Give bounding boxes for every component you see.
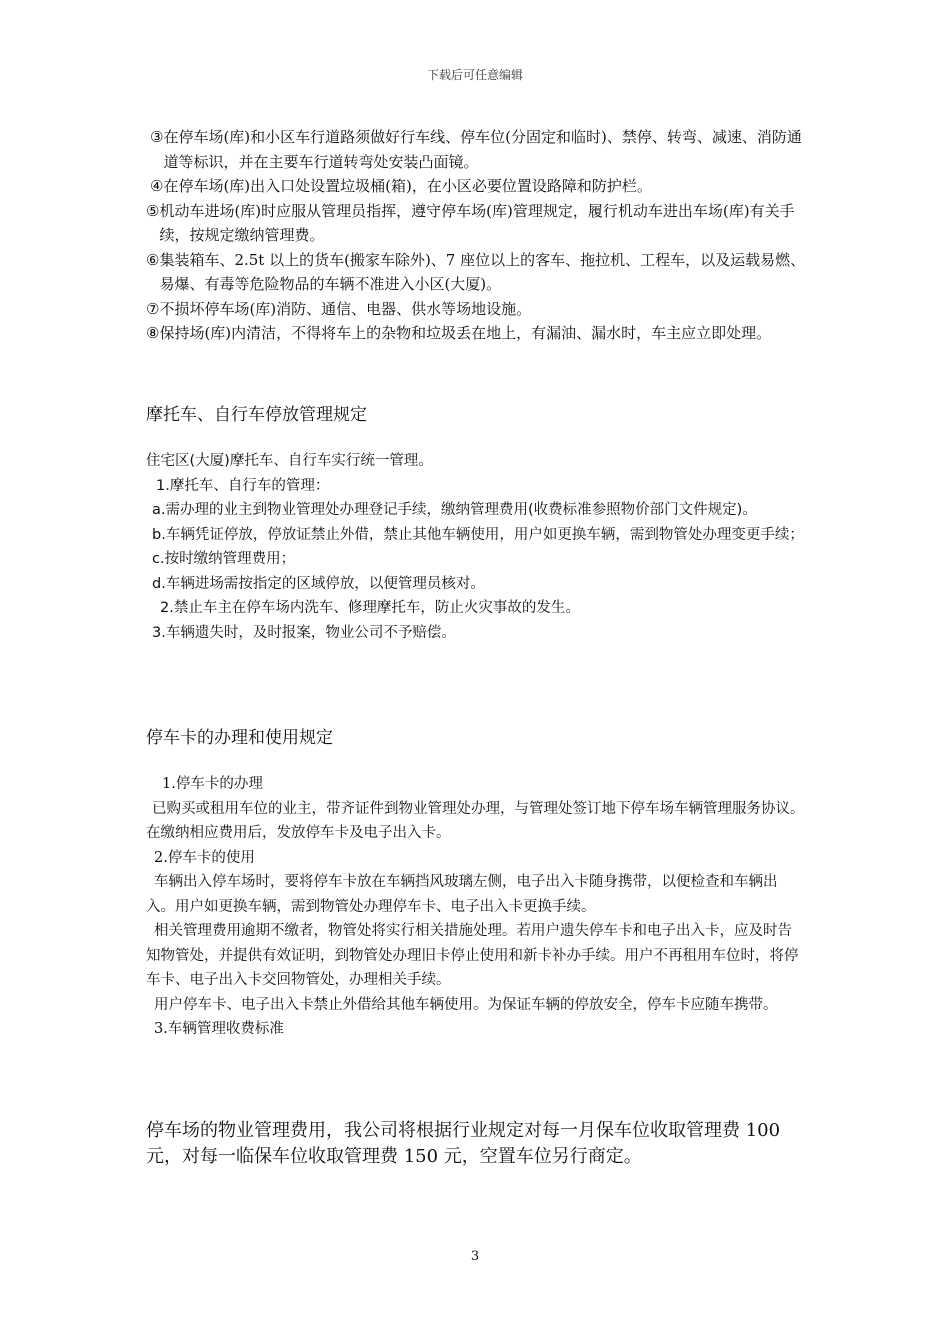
item-marker: a. bbox=[152, 502, 166, 518]
list-item bbox=[146, 125, 806, 174]
list-item bbox=[146, 474, 806, 499]
item-text: 不损坏停车场(库)消防、通信、电器、供水等场地设施。 bbox=[159, 299, 532, 318]
item-text: 保持场(库)内清洁，不得将车上的杂物和垃圾丢在地上，有漏油、漏水时，车主应立即处理。 bbox=[159, 324, 772, 342]
list-item bbox=[146, 199, 806, 248]
paragraph: 已购买或租用车位的业主，带齐证件到物业管理处办理，与管理处签订地下停车场车辆管理服务协议。在缴纳相应费用后，发放停车卡及电子出入卡。 bbox=[146, 800, 805, 841]
item-marker: d. bbox=[152, 575, 166, 592]
item-text: 车辆进场需按指定的区域停放，以便管理员核对。 bbox=[165, 575, 485, 592]
item-marker: 1. bbox=[156, 477, 170, 494]
section-title-parking-card: 停车卡的办理和使用规定 bbox=[146, 728, 333, 748]
item-text: 在停车场(库)出入口处设置垃圾桶(箱)，在小区必要位置设路障和防护栏。 bbox=[163, 177, 652, 195]
item-text: 摩托车、自行车的管理： bbox=[169, 477, 330, 494]
list-item bbox=[146, 174, 806, 199]
item-text: 按时缴纳管理费用； bbox=[164, 551, 296, 567]
section-intro: 住宅区(大厦)摩托车、自行车实行统一管理。 bbox=[146, 453, 433, 469]
list-item bbox=[146, 248, 806, 297]
item-marker: c. bbox=[152, 551, 165, 567]
item-text: 禁止车主在停车场内洗车、修理摩托车，防止火灾事故的发生。 bbox=[173, 600, 580, 616]
list-item bbox=[146, 498, 806, 523]
subheading-fee-standard: 3.车辆管理收费标准 bbox=[154, 1021, 284, 1037]
item-marker: ⑥ bbox=[146, 250, 160, 269]
motorcycle-rules bbox=[146, 449, 806, 645]
item-text: 机动车进场(库)时应服从管理员指挥，遵守停车场(库)管理规定，履行机动车进出车场(库)有关手续，按规定缴纳管理费。 bbox=[159, 201, 795, 244]
item-marker: ⑤ bbox=[146, 201, 160, 220]
item-text: 在停车场(库)和小区车行道路须做好行车线、停车位(分固定和临时)、禁停、转弯、减速、消防通道等标识，并在主要车行道转弯处安装凸面镜。 bbox=[163, 128, 802, 171]
item-text: 集装箱车、2.5t 以上的货车(搬家车除外)、7 座位以上的客车、拖拉机、工程车，以及运载易燃、易爆、有毒等危险物品的车辆不准进入小区(大厦)。 bbox=[159, 250, 806, 293]
list-item bbox=[146, 572, 806, 597]
fee-paragraph: 停车场的物业管理费用，我公司将根据行业规定对每一月保车位收取管理费 100 元，对每一临保车位收取管理费 150 元，空置车位另行商定。 bbox=[146, 1120, 781, 1167]
list-item bbox=[146, 596, 806, 621]
section-title-motorcycle: 摩托车、自行车停放管理规定 bbox=[146, 405, 367, 425]
list-item bbox=[146, 547, 806, 572]
parking-card-rules bbox=[146, 772, 806, 1042]
item-marker: ③ bbox=[150, 128, 164, 146]
list-item bbox=[146, 621, 806, 646]
page-number: 3 bbox=[470, 1249, 480, 1264]
item-text: 车辆凭证停放，停放证禁止外借，禁止其他车辆使用，用户如更换车辆，需到物管处办理变更手续； bbox=[165, 526, 804, 543]
paragraph: 车辆出入停车场时，要将停车卡放在车辆挡风玻璃左侧，电子出入卡随身携带，以便检查和车辆出入。用户如更换车辆，需到物管处办理停车卡、电子出入卡更换手续。 bbox=[146, 874, 778, 915]
item-marker: b. bbox=[152, 526, 166, 543]
item-marker: ④ bbox=[150, 177, 164, 195]
item-marker: 2. bbox=[160, 600, 174, 616]
item-marker: ⑦ bbox=[146, 299, 160, 318]
paragraph: 用户停车卡、电子出入卡禁止外借给其他车辆使用。为保证车辆的停放安全，停车卡应随车携带。 bbox=[154, 996, 778, 1013]
subheading-card-usage: 2.停车卡的使用 bbox=[154, 849, 255, 866]
parking-rules-list bbox=[146, 125, 806, 346]
page-header: 下载后可任意编辑 bbox=[426, 68, 523, 82]
item-marker: ⑧ bbox=[146, 324, 160, 342]
item-text: 车辆遗失时，及时报案，物业公司不予赔偿。 bbox=[165, 624, 456, 641]
list-item bbox=[146, 321, 806, 346]
list-item bbox=[146, 523, 806, 548]
item-marker: 3. bbox=[152, 624, 166, 641]
paragraph: 相关管理费用逾期不缴者，物管处将实行相关措施处理。若用户遗失停车卡和电子出入卡，应及时告知物管处，并提供有效证明，到物管处办理旧卡停止使用和新卡补办手续。用户不再租用车位时，将停车卡、电子出入卡交回物管处，办理相关手续。 bbox=[146, 923, 799, 988]
list-item bbox=[146, 297, 806, 322]
subheading-card-application: 1.停车卡的办理 bbox=[162, 776, 263, 792]
item-text: 需办理的业主到物业管理处办理登记手续，缴纳管理费用(收费标准参照物价部门文件规定)。 bbox=[165, 502, 757, 518]
